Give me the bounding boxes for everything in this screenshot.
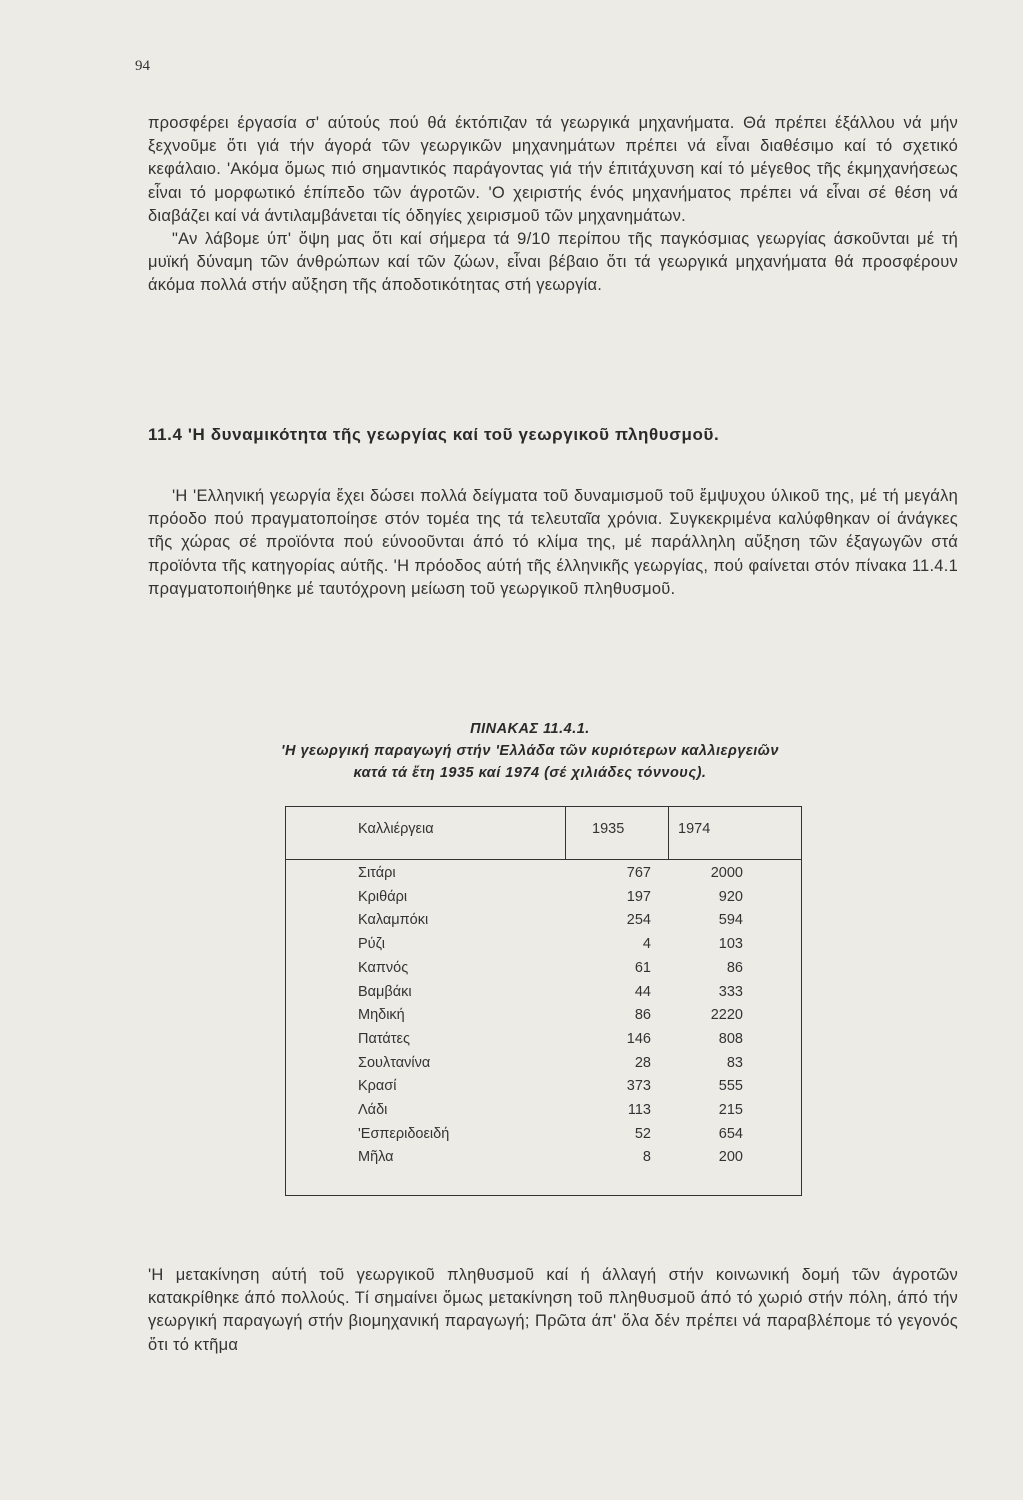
cell-1935: 8	[642, 1149, 651, 1166]
cell-1974: 808	[718, 1030, 743, 1047]
cell-crop: Μηδική	[358, 1007, 405, 1024]
paragraph-text: προσφέρει έργασία σ' αύτούς πού θά έκτόπιζαν τά γεωργικά μηχανήματα. Θά πρέπει έξάλλου νά μήν ξεχνοῦμε ὅτι γιά τήν άγορά τῶν γεωργικῶν μηχανημάτων πρέπει νά εἶναι διαθέσιμο καί τό σχετικό κεφάλαιο. 'Ακόμα ὅμως πιό σημαντικός παράγοντας γιά τήν έπιτάχυνση καί τό μέγεθος τῆς έκμηχανήσεως εἶναι τό μορφωτικό έπίπεδο τῶν άγροτῶν. 'Ο χειριστής ένός μηχανήματος πρέπει νά εἶναι σέ θέση νά διαβάζει καί νά άντιλαμβάνεται τίς όδηγίες χειρισμοῦ τῶν μηχανημάτων.	[148, 114, 958, 225]
paragraph-migration	[148, 1264, 958, 1357]
cell-crop: Καπνός	[358, 959, 409, 976]
table-caption-line: 'Η γεωργική παραγωγή στήν 'Ελλάδα τῶν κυριότερων καλλιεργειῶν	[281, 743, 779, 759]
cell-1935: 197	[626, 888, 651, 905]
cell-1935: 767	[626, 865, 651, 881]
cell-crop: Σιτάρι	[358, 865, 396, 881]
cell-1974: 2220	[710, 1007, 743, 1024]
table-row	[286, 960, 801, 980]
cell-1974: 86	[726, 959, 743, 976]
column-divider	[668, 807, 669, 859]
paragraph-section	[148, 485, 958, 601]
cell-1935: 28	[634, 1054, 651, 1071]
table-row	[286, 984, 801, 1004]
cell-crop: Ρύζι	[358, 936, 385, 953]
cell-crop: Λάδι	[358, 1102, 388, 1118]
cell-crop: Βαμβάκι	[358, 983, 412, 1000]
cell-crop: Πατάτες	[358, 1030, 410, 1047]
paragraph-text: 'Η μετακίνηση αύτή τοῦ γεωργικοῦ πληθυσμοῦ καί ή άλλαγή στήν κοινωνική δομή τῶν άγροτῶν κατακρίθηκε άπό πολλούς. Τί σημαίνει ὅμως μετακίνηση τοῦ πληθυσμοῦ άπό τό χωριό στήν πόλη, άπό τήν γεωργική παραγωγή στήν βιομηχανική παραγωγή; Πρῶτα άπ' ὅλα δέν πρέπει νά παραβλέπομε τό γεγονός ὅτι τό κτῆμα	[148, 1266, 958, 1354]
table-caption-title: ΠΙΝΑΚΑΣ 11.4.1.	[470, 721, 590, 737]
table-caption	[200, 718, 860, 784]
paragraph-text: "Αν λάβομε ύπ' ὄψη μας ὅτι καί σήμερα τά 9/10 περίπου τῆς παγκόσμιας γεωργίας άσκοῦνται μέ τή μυϊκή δύναμη τῶν άνθρώπων καί τῶν ζώων, εἶναι βέβαιο ὅτι τά γεωργικά μηχανήματα θά προσφέρουν άκόμα πολλά στήν αὔξηση τῆς άποδοτικότητας στή γεωργία.	[148, 230, 958, 295]
cell-crop: Καλαμπόκι	[358, 912, 429, 929]
cell-1974: 555	[718, 1078, 743, 1095]
page-number: 94	[135, 58, 150, 74]
table-row	[286, 1055, 801, 1075]
table-row	[286, 1149, 801, 1169]
cell-crop: Κριθάρι	[358, 888, 408, 905]
cell-1935: 86	[634, 1007, 651, 1024]
cell-1935: 373	[626, 1078, 651, 1095]
paragraph-machinery	[148, 112, 958, 298]
table-row	[286, 1007, 801, 1027]
header-1974: 1974	[678, 821, 711, 837]
table-row	[286, 865, 801, 885]
cell-1935: 254	[626, 912, 651, 929]
cell-1974: 103	[718, 936, 743, 953]
cell-1974: 200	[718, 1149, 743, 1166]
cell-crop: 'Εσπεριδοειδή	[358, 1125, 450, 1142]
cell-crop: Κρασί	[358, 1078, 397, 1095]
cell-1974: 333	[718, 983, 743, 1000]
production-table	[285, 806, 802, 1196]
table-row	[286, 1078, 801, 1098]
table-row	[286, 889, 801, 909]
cell-1935: 61	[634, 959, 651, 976]
cell-crop: Μῆλα	[358, 1149, 394, 1166]
table-row	[286, 1126, 801, 1146]
table-row	[286, 1102, 801, 1122]
cell-1935: 113	[627, 1102, 651, 1118]
paragraph-text: 'Η 'Ελληνική γεωργία ἔχει δώσει πολλά δείγματα τοῦ δυναμισμοῦ τοῦ ἔμψυχου ύλικοῦ της, μέ τή μεγάλη πρόοδο πού πραγματοποίησε στόν τομέα της τά τελευταῖα χρόνια. Συγκεκριμένα καλύφθηκαν οί άνάγκες τῆς χώρας σέ προϊόντα πού εύνοοῦνται άπό τό κλίμα της, μέ παράλληλη αὔξηση τῶν έξαγωγῶν στά προϊόντα τῆς κατηγορίας αύτῆς. 'Η πρόοδος αύτή τῆς έλληνικῆς γεωργίας, πού φαίνεται στόν πίνακα 11.4.1 πραγματοποιήθηκε μέ ταυτόχρονη μείωση τοῦ γεωργικοῦ πληθυσμοῦ.	[148, 487, 958, 598]
cell-1974: 594	[718, 912, 743, 929]
table-row	[286, 912, 801, 932]
cell-1974: 920	[718, 888, 743, 905]
cell-1935: 52	[634, 1125, 651, 1142]
column-divider	[565, 807, 566, 859]
header-crop: Καλλιέργεια	[358, 821, 434, 837]
section-heading: 11.4 'Η δυναμικότητα τῆς γεωργίας καί τοῦ γεωργικοῦ πληθυσμοῦ.	[148, 425, 720, 444]
cell-1935: 146	[626, 1030, 651, 1047]
table-row	[286, 936, 801, 956]
cell-1935: 44	[634, 983, 651, 1000]
header-divider	[286, 859, 801, 860]
cell-1935: 4	[642, 936, 651, 953]
cell-1974: 215	[718, 1102, 743, 1118]
cell-1974: 83	[726, 1054, 743, 1071]
cell-1974: 2000	[710, 865, 743, 881]
header-1935: 1935	[592, 821, 625, 837]
cell-1974: 654	[718, 1125, 743, 1142]
table-row	[286, 1031, 801, 1051]
table-caption-line: κατά τά ἔτη 1935 καί 1974 (σέ χιλιάδες τόννους).	[353, 765, 707, 781]
cell-crop: Σουλτανίνα	[358, 1054, 431, 1071]
